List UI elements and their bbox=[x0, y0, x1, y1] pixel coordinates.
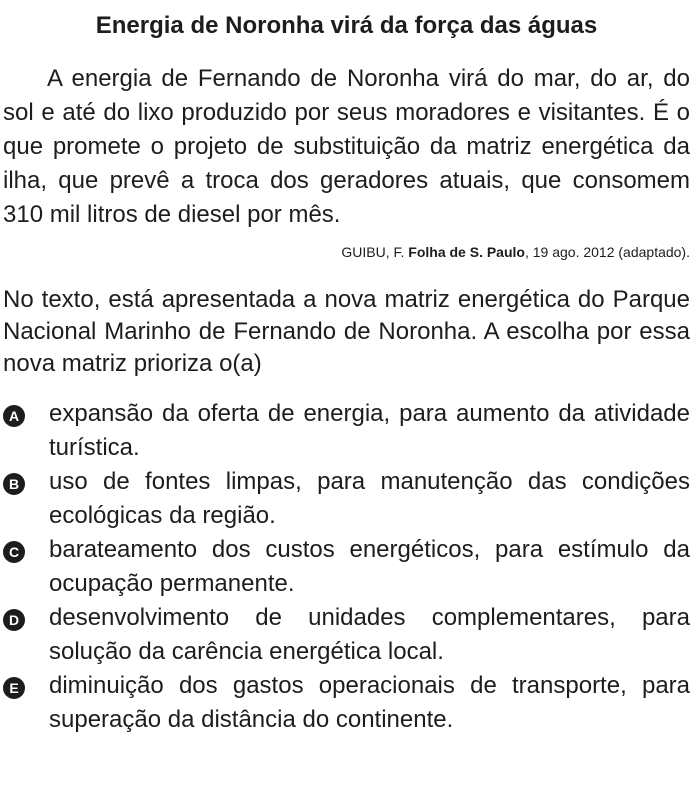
option-d[interactable] bbox=[3, 604, 690, 669]
source-citation bbox=[3, 242, 690, 262]
option-e-text: diminuição dos gastos operacionais de transporte, para superação da distância do continente. bbox=[49, 672, 690, 733]
option-c[interactable] bbox=[3, 536, 690, 601]
option-e-letter-badge: E bbox=[3, 677, 25, 699]
option-c-letter-badge: C bbox=[3, 541, 25, 563]
source-details: , 19 ago. 2012 (adaptado). bbox=[524, 244, 690, 260]
source-publication: Folha de S. Paulo bbox=[408, 244, 525, 260]
option-b-text: uso de fontes limpas, para manutenção das condições ecológicas da região. bbox=[49, 468, 690, 529]
option-b[interactable] bbox=[3, 468, 690, 533]
option-c-text: barateamento dos custos energéticos, para estímulo da ocupação permanente. bbox=[49, 536, 690, 597]
option-d-letter-badge: D bbox=[3, 609, 25, 631]
passage-text: A energia de Fernando de Noronha virá do mar, do ar, do sol e até do lixo produzido por seus moradores e visitantes. É o que promete o projeto de substituição da matriz energética da ilha, que prevê a troca dos geradores atuais, que consomem 310 mil litros de diesel por mês. bbox=[3, 65, 690, 228]
text-title: Energia de Noronha virá da força das águas bbox=[95, 12, 598, 39]
answer-options bbox=[3, 400, 690, 737]
source-author: GUIBU, F. bbox=[341, 244, 409, 260]
option-a-text: expansão da oferta de energia, para aumento da atividade turística. bbox=[49, 400, 690, 461]
question-stem: No texto, está apresentada a nova matriz energética do Parque Nacional Marinho de Fernando de Noronha. A escolha por essa nova matriz prioriza o(a) bbox=[3, 286, 690, 377]
option-d-text: desenvolvimento de unidades complementares, para solução da carência energética local. bbox=[49, 604, 690, 665]
option-a[interactable] bbox=[3, 400, 690, 465]
option-a-letter-badge: A bbox=[3, 405, 25, 427]
option-e[interactable] bbox=[3, 672, 690, 737]
option-b-letter-badge: B bbox=[3, 473, 25, 495]
